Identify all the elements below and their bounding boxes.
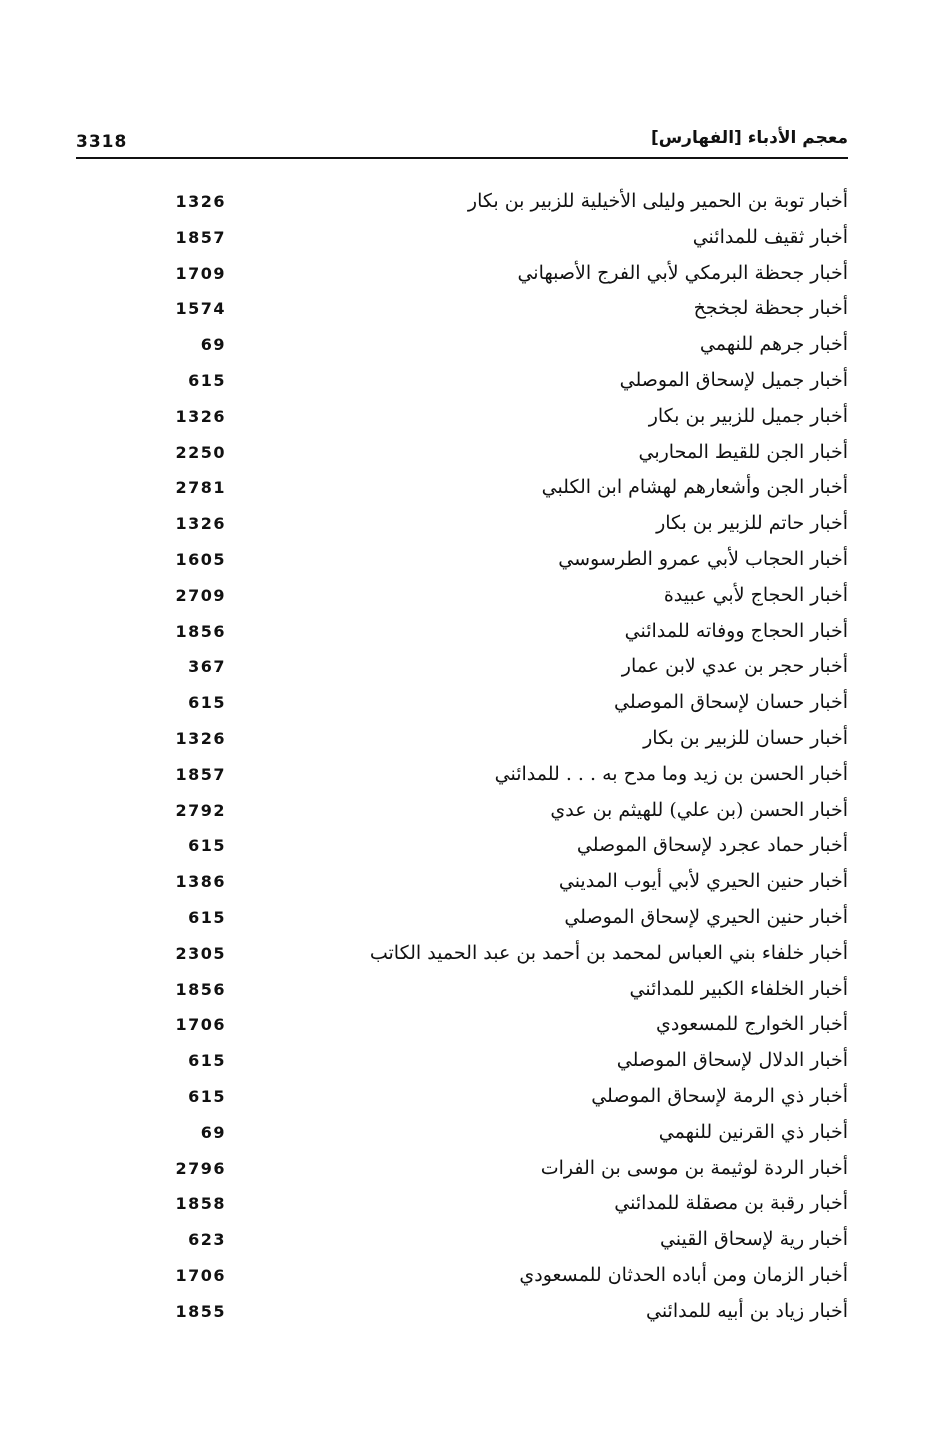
index-entry (170, 367, 848, 403)
entry-title: أخبار ذي القرنين للنهمي (658, 1120, 848, 1143)
entry-page-number: 615 (188, 693, 226, 713)
entry-page-number: 615 (188, 836, 226, 856)
entry-page-number: 69 (200, 1122, 226, 1142)
entry-page-number: 1855 (175, 1301, 226, 1321)
index-entry (170, 1190, 848, 1226)
entry-page-number: 1856 (175, 979, 226, 999)
entry-page-number: 1326 (175, 514, 226, 534)
entry-page-number: 2305 (175, 943, 226, 963)
index-entry (170, 1298, 848, 1334)
entry-title: أخبار حسان لإسحاق الموصلي (614, 691, 848, 714)
entry-page-number: 615 (188, 1086, 226, 1106)
header-divider (76, 157, 848, 159)
index-entry (170, 725, 848, 761)
entry-title: أخبار توبة بن الحمير وليلى الأخيلية للزبير بن بكار (467, 190, 848, 212)
index-entry (170, 510, 848, 546)
entry-title: أخبار الزمان ومن أباده الحدثان للمسعودي (519, 1263, 848, 1286)
entry-title: أخبار الدلال لإسحاق الموصلي (616, 1049, 848, 1072)
entry-title: أخبار الجن للقيط المحاربي (638, 440, 848, 463)
entry-page-number: 1326 (175, 406, 226, 426)
entry-page-number: 367 (188, 657, 226, 677)
entry-page-number: 2796 (175, 1158, 226, 1178)
entry-title: أخبار الخوارج للمسعودي (656, 1013, 848, 1036)
entry-page-number: 1856 (175, 621, 226, 641)
entry-page-number: 615 (188, 907, 226, 927)
entry-page-number: 1706 (175, 1265, 226, 1285)
index-list (170, 188, 848, 1334)
index-entry (170, 1083, 848, 1119)
entry-title: أخبار حسان للزبير بن بكار (643, 726, 848, 749)
index-entry (170, 439, 848, 475)
index-entry (170, 474, 848, 510)
running-title: معجم الأدباء [الفهارس] (650, 128, 848, 148)
index-entry (170, 1155, 848, 1191)
index-entry (170, 1011, 848, 1047)
entry-page-number: 1709 (175, 263, 226, 283)
index-entry (170, 331, 848, 367)
entry-page-number: 69 (200, 335, 226, 355)
entry-title: أخبار حجر بن عدي لابن عمار (621, 655, 848, 678)
entry-page-number: 615 (188, 1051, 226, 1071)
entry-title: أخبار الخلفاء الكبير للمدائني (629, 977, 848, 1000)
entry-page-number: 1386 (175, 872, 226, 892)
index-entry (170, 976, 848, 1012)
entry-page-number: 2792 (175, 800, 226, 820)
index-entry (170, 1226, 848, 1262)
entry-page-number: 1326 (175, 728, 226, 748)
entry-title: أخبار جرهم للنهمي (699, 333, 848, 356)
page-number: 3318 (76, 132, 128, 152)
index-entry (170, 618, 848, 654)
index-entry (170, 868, 848, 904)
entry-title: أخبار حماد عجرد لإسحاق الموصلي (576, 834, 848, 857)
index-entry (170, 188, 848, 224)
index-entry (170, 582, 848, 618)
index-entry (170, 295, 848, 331)
index-entry (170, 797, 848, 833)
entry-page-number: 2709 (175, 585, 226, 605)
entry-title: أخبار الحسن (بن علي) للهيثم بن عدي (550, 798, 848, 821)
index-entry (170, 1047, 848, 1083)
index-entry (170, 224, 848, 260)
entry-title: أخبار جحظة لجخجخ (693, 297, 848, 320)
entry-title: أخبار ثقيف للمدائني (692, 225, 848, 248)
entry-title: أخبار الحجاب لأبي عمرو الطرسوسي (558, 547, 848, 570)
entry-title: أخبار جحظة البرمكي لأبي الفرج الأصبهاني (517, 261, 848, 284)
entry-page-number: 623 (188, 1230, 226, 1250)
entry-page-number: 1857 (175, 764, 226, 784)
entry-title: أخبار جميل لإسحاق الموصلي (619, 368, 848, 391)
index-entry (170, 1119, 848, 1155)
index-entry (170, 761, 848, 797)
entry-title: أخبار رية لإسحاق القيني (659, 1228, 848, 1251)
entry-title: أخبار الردة لوثيمة بن موسى بن الفرات (540, 1156, 848, 1179)
index-entry (170, 689, 848, 725)
index-entry (170, 904, 848, 940)
entry-title: أخبار الجن وأشعارهم لهشام ابن الكلبي (541, 476, 848, 499)
index-entry (170, 546, 848, 582)
entry-title: أخبار رقبة بن مصقلة للمدائني (614, 1192, 848, 1215)
entry-page-number: 2781 (175, 478, 226, 498)
entry-title: أخبار خلفاء بني العباس لمحمد بن أحمد بن عبد الحميد الكاتب (369, 941, 848, 964)
entry-page-number: 615 (188, 370, 226, 390)
entry-title: أخبار حاتم للزبير بن بكار (656, 512, 848, 535)
entry-title: أخبار جميل للزبير بن بكار (648, 404, 848, 427)
index-entry (170, 1262, 848, 1298)
page-header (76, 128, 848, 158)
entry-page-number: 1574 (175, 299, 226, 319)
entry-title: أخبار الحجاج لأبي عبيدة (663, 583, 848, 606)
entry-page-number: 1857 (175, 227, 226, 247)
index-entry (170, 653, 848, 689)
entry-title: أخبار ذي الرمة لإسحاق الموصلي (591, 1084, 848, 1107)
entry-title: أخبار الحجاج ووفاته للمدائني (624, 619, 848, 642)
entry-title: أخبار حنين الحيري لأبي أيوب المديني (558, 870, 848, 893)
index-entry (170, 260, 848, 296)
entry-page-number: 1605 (175, 549, 226, 569)
entry-title: أخبار زياد بن أبيه للمدائني (645, 1299, 848, 1322)
entry-page-number: 2250 (175, 442, 226, 462)
entry-title: أخبار الحسن بن زيد وما مدح به . . . للمدائني (494, 762, 848, 785)
index-entry (170, 403, 848, 439)
index-entry (170, 940, 848, 976)
entry-page-number: 1326 (175, 192, 226, 211)
entry-title: أخبار حنين الحيري لإسحاق الموصلي (564, 905, 848, 928)
entry-page-number: 1706 (175, 1015, 226, 1035)
entry-page-number: 1858 (175, 1194, 226, 1214)
index-entry (170, 832, 848, 868)
